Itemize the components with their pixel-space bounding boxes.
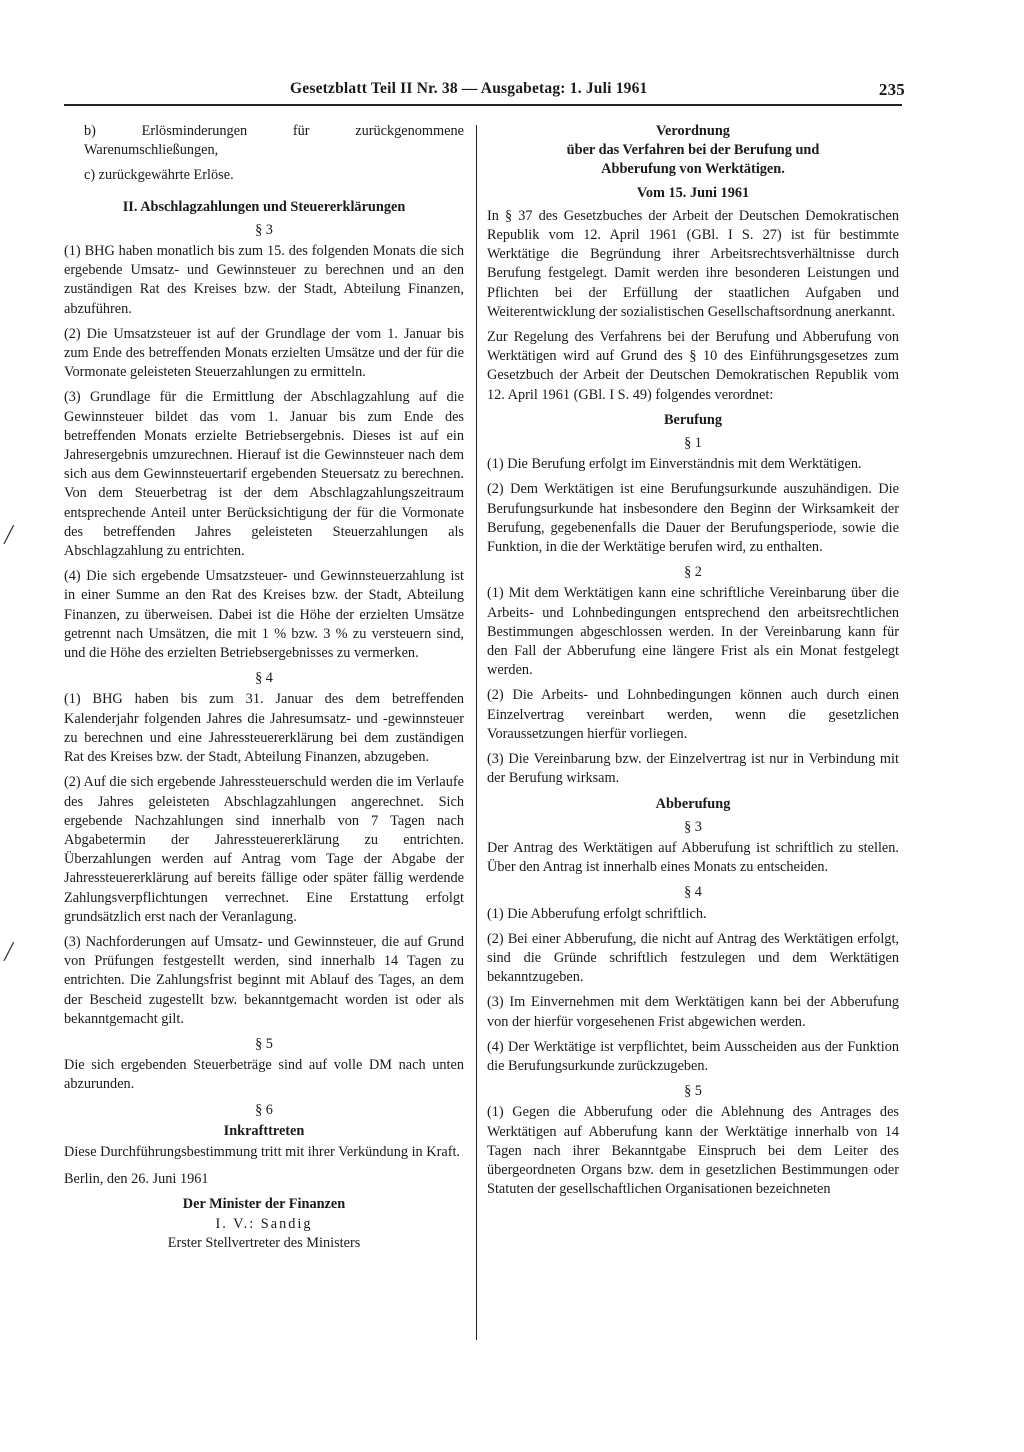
paragraph-text: (1) Gegen die Abberufung oder die Ablehnung des Antrages des Werktätigen auf Abberufung kann der Werktätige innerhalb von 14 Tagen nach ihrer Bekanntgabe Einspruch bei dem Leiter des übergeordneten Organs bzw. dem in gesetzlichen Bestimmungen oder Statuten der gesellschaftlichen Organisationen bezeichneten [487,1104,899,1198]
paragraph-text: (2) Bei einer Abberufung, die nicht auf Antrag des Werktätigen erfolgt, sind die Gründe schriftlich festzulegen und dem Werktätigen bekanntzugeben. [487,930,899,986]
paragraph-text: (2) Die Umsatzsteuer ist auf der Grundlage der vom 1. Januar bis zum Ende des betreffenden Monats erzielten Umsätze und der für die Vormonate geleisteten Steuerzahlungen zu ermitteln. [64,325,464,381]
paragraph-text: (3) Nachforderungen auf Umsatz- und Gewinnsteuer, die auf Grund von Prüfungen festgestellt werden, sind innerhalb 14 Tagen zu entrichten. Die Zahlungsfrist beginnt mit Ablauf des Tages, an dem der Bescheid zugestellt bzw. bekanntgemacht worden ist oder als bekanntgemacht gilt. [64,933,464,1027]
right-column [487,122,899,1205]
paragraph-text: (3) Grundlage für die Ermittlung der Abschlagzahlung auf die Gewinnsteuer bildet das vom 1. Januar bis zum Ende des betreffenden Monats erzielte Betriebsergebnis. Dieses ist auf ein Jahresergebnis umzurechnen. Hierauf ist die Gewinnsteuer nach dem sich aus dem Gewinnsteuertarif ergebenden Steuersatz zu berechnen. Von dem Steuerbetrag ist der dem Abschlagzahlungszeitraum entsprechende Anteil unter Berücksichtigung der für die Vormonate des betreffenden Jahres geleisteten Steuerzahlungen als Abschlagzahlung zu entrichten. [64,389,464,560]
paragraph-text: (4) Der Werktätige ist verpflichtet, beim Ausscheiden aus der Funktion die Berufungsurkunde zurückzugeben. [487,1038,899,1074]
section-heading: II. Abschlagzahlungen und Steuererklärungen [122,198,406,215]
signature-role: Erster Stellvertreter des Ministers [167,1234,361,1251]
paragraph-number: § 1 [684,435,702,452]
paragraph-text: In § 37 des Gesetzbuches der Arbeit der Deutschen Demokratischen Republik vom 12. April 1961 (GBl. I S. 27) ist für bestimmte Werktätige die Begründung ihrer Arbeitsrechtsverhältnisse durch Berufung festgelegt. Damit werden ihre besonderen Leistungen und Pflichten bei der Erfüllung der staatlichen Aufgaben und Weiterentwicklung der sozialistischen Gesellschaftsordnung anerkannt. [487,207,899,320]
date-line: Berlin, den 26. Juni 1961 [64,1171,209,1188]
left-column [64,122,464,1259]
paragraph-number: § 6 [255,1101,273,1118]
page-header [290,80,905,104]
paragraph-text: (3) Die Vereinbarung bzw. der Einzelvertrag ist nur in Verbindung mit der Berufung wirksam. [487,751,899,787]
paragraph-number: § 5 [684,1083,702,1100]
paragraph-number: § 3 [255,221,273,238]
paragraph-number: § 4 [684,884,702,901]
section-heading: Abberufung [655,795,731,812]
paragraph-text: Der Antrag des Werktätigen auf Abberufung ist schriftlich zu stellen. Über den Antrag ist innerhalb eines Monats zu entscheiden. [487,839,899,876]
paragraph-text: Diese Durchführungsbestimmung tritt mit ihrer Verkündung in Kraft. [64,1143,461,1160]
section-heading: Berufung [664,411,722,428]
paragraph-text: (2) Die Arbeits- und Lohnbedingungen können auch durch einen Einzelvertrag vereinbart werden, wenn die gesetzlichen Voraussetzungen hierfür vorliegen. [487,687,899,742]
signatory-title: Der Minister der Finanzen [182,1196,346,1213]
document-title: Abberufung von Werktätigen. [601,161,785,178]
margin-check-mark: ╱ [4,944,14,961]
margin-check-mark: ╱ [4,527,14,544]
document-title: über das Verfahren bei der Berufung und [566,142,820,159]
header-title: Gesetzblatt Teil II Nr. 38 — Ausgabetag: 1. Juli 1961 [290,80,648,97]
list-item-b: b) Erlösminderungen für zurückgenommene Warenumschließungen, [84,123,464,159]
paragraph-text: (1) Die Berufung erfolgt im Einverständnis mit dem Werktätigen. [487,456,862,473]
paragraph-text: Zur Regelung des Verfahrens bei der Berufung und Abberufung von Werktätigen wird auf Grund des § 10 des Einführungsgesetzes zum Gesetzbuch der Arbeit der Deutschen Demokratischen Republik vom 12. April 1961 (GBl. I S. 49) folgendes verordnet: [487,329,899,403]
paragraph-text: Die sich ergebenden Steuerbeträge sind auf volle DM nach unten abzurunden. [64,1057,464,1093]
paragraph-text: (2) Dem Werktätigen ist eine Berufungsurkunde auszuhändigen. Die Berufungsurkunde hat insbesondere den Beginn der Wirksamkeit der Berufung, gegebenenfalls die Dauer der Berufungsperiode, sowie die Funktion, in die der Werktätige berufen wird, zu enthalten. [487,481,899,556]
paragraph-text: (1) Mit dem Werktätigen kann eine schriftliche Vereinbarung über die Arbeits- und Lohnbedingungen entsprechend den arbeitsrechtlichen Bestimmungen abgeschlossen werden. In der Vereinbarung kann für den Fall der Abberufung eine längere Frist als ein Monat festgelegt werden. [487,585,899,679]
page-number: 235 [878,80,905,99]
paragraph-text: (1) BHG haben monatlich bis zum 15. des folgenden Monats die sich ergebende Umsatz- und Gewinnsteuer zu berechnen und an den zuständigen Rat des Kreises bzw. der Stadt, Abteilung Finanzen, abzuführen. [64,243,464,317]
signature-name: I. V.: Sandig [215,1215,313,1232]
paragraph-text: (2) Auf die sich ergebende Jahressteuerschuld werden die im Verlaufe des Jahres geleisteten Abschlagzahlungen angerechnet. Sich ergebende Nachzahlungen sind innerhalb von 7 Tagen nach Abgabetermin der Jahressteuererklärung zu entrichten. Überzahlungen werden auf Antrag vom Tage der Abgabe der Jahressteuererklärung auf bereits fällige oder später fällig werdende Zahlungsverpflichtungen verrechnet. Eine Erstattung erfolgt grundsätzlich erst nach der Veranlagung. [64,774,464,925]
paragraph-number: § 2 [684,564,702,581]
paragraph-text: (1) BHG haben bis zum 31. Januar des dem betreffenden Kalenderjahr folgenden Jahres die Jahresumsatz- und -gewinnsteuer zu berechnen und eine Jahressteuererklärung bei dem zuständigen Rat des Kreises bzw. der Stadt, Abteilung Finanzen, abzugeben. [64,691,464,766]
paragraph-text: (1) Die Abberufung erfolgt schriftlich. [487,905,707,922]
paragraph-number: § 5 [255,1035,273,1052]
document-title: Verordnung [656,123,730,139]
paragraph-number: § 3 [684,818,702,835]
section-heading: Inkrafttreten [223,1122,305,1139]
document-date: Vom 15. Juni 1961 [636,184,750,201]
paragraph-text: (4) Die sich ergebende Umsatzsteuer- und Gewinnsteuerzahlung ist in einer Summe an den Rat des Kreises bzw. der Stadt, Abteilung Finanzen, zu überweisen. Dabei ist die Höhe der erzielten Umsätze getrennt nach Umsätzen, die mit 1 % bzw. 3 % zu versteuern sind, und die Höhe des erzielten Betriebsergebnisses zu vermerken. [64,568,464,662]
list-item-c: c) zurückgewährte Erlöse. [84,167,234,184]
paragraph-number: § 4 [255,670,273,687]
column-divider [476,125,477,1340]
paragraph-text: (3) Im Einvernehmen mit dem Werktätigen kann bei der Abberufung von der hierfür vorgesehenen Frist abgewichen werden. [487,994,899,1030]
header-rule [64,104,902,106]
